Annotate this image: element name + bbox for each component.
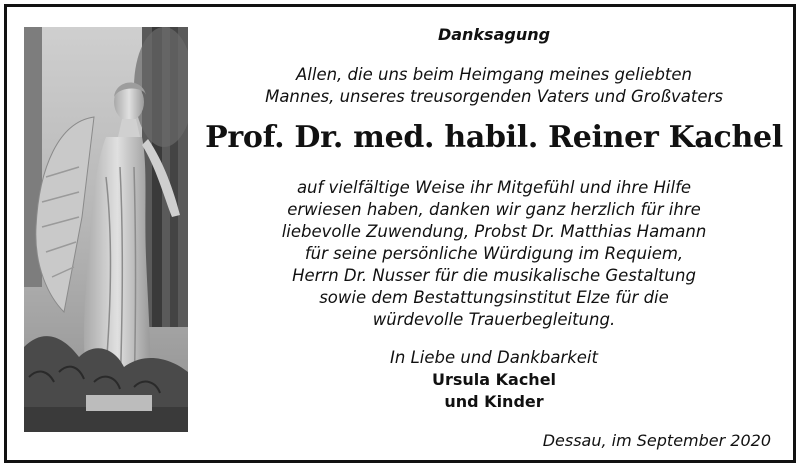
deceased-name: Prof. Dr. med. habil. Reiner Kachel <box>205 120 783 155</box>
body-line: auf vielfältige Weise ihr Mitgefühl und ihre Hilfe <box>296 178 692 197</box>
place-date: Dessau, im September 2020 <box>542 431 771 450</box>
intro-line: Mannes, unseres treusorgenden Vaters und Großvaters <box>265 87 723 106</box>
notice-text <box>197 7 791 460</box>
signer-name: Ursula Kachel <box>431 370 557 389</box>
body-line: Herrn Dr. Nusser für die musikalische Gestaltung <box>292 266 696 285</box>
angel-statue-illustration <box>24 27 188 432</box>
body-line: sowie dem Bestattungsinstitut Elze für die <box>319 288 669 307</box>
body-line: liebevolle Zuwendung, Probst Dr. Matthias Hamann <box>281 222 707 241</box>
notice-heading: Danksagung <box>437 25 551 44</box>
body-line: würdevolle Trauerbegleitung. <box>372 310 616 329</box>
intro-line: Allen, die uns beim Heimgang meines geliebten <box>295 65 693 84</box>
signer-family: und Kinder <box>444 392 544 411</box>
obituary-notice <box>4 4 796 463</box>
angel-statue-photo <box>24 27 188 432</box>
body-line: erwiesen haben, danken wir ganz herzlich für ihre <box>287 200 701 219</box>
body-line: für seine persönliche Würdigung im Requiem, <box>304 244 684 263</box>
closing-phrase: In Liebe und Dankbarkeit <box>390 348 598 367</box>
